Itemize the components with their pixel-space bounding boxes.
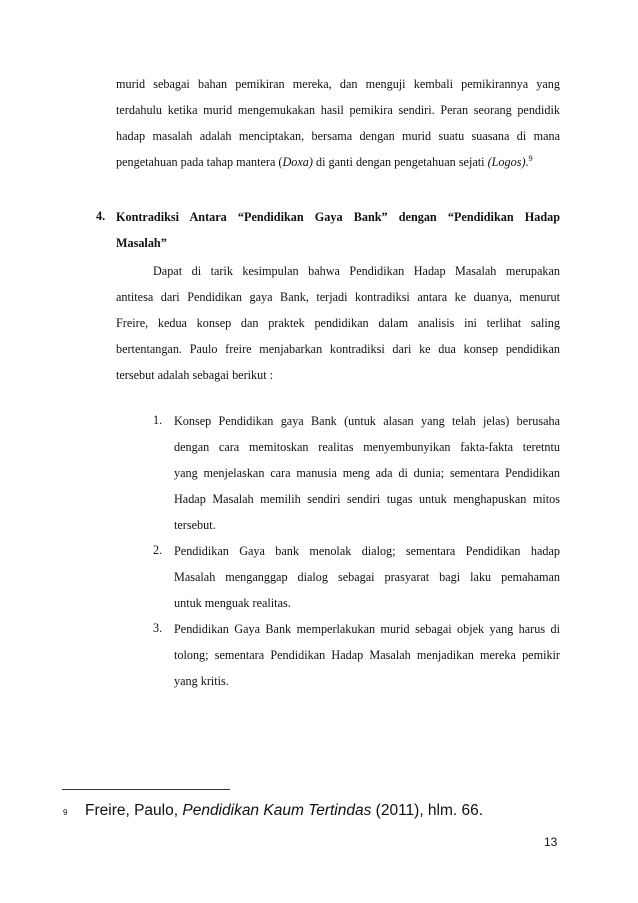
body-text-line: terdahulu ketika murid mengemukakan hasil pemikira sendiri. Peran seorang pendidik <box>116 103 560 117</box>
list-item-line: yang kritis. <box>174 674 229 688</box>
body-text-line: murid sebagai bahan pemikiran mereka, dan menguji kembali pemikirannya yang <box>116 77 560 91</box>
list-item-line: Pendidikan Gaya Bank memperlakukan murid sebagai objek yang harus di <box>174 622 560 636</box>
body-text-line: tersebut adalah sebagai berikut : <box>116 368 274 382</box>
list-item-line: Masalah menganggap dialog sebagai prasyarat bagi laku pemahaman <box>174 570 560 584</box>
body-text-line: Freire, kedua konsep dan praktek pendidikan dalam analisis ini terlihat saling <box>116 316 560 330</box>
list-item-line: tersebut. <box>174 518 216 532</box>
text-run: . <box>525 155 529 169</box>
section-heading: Masalah” <box>116 236 167 250</box>
body-text-line: Dapat di tarik kesimpulan bahwa Pendidikan Hadap Masalah merupakan <box>153 264 560 278</box>
body-text-line: antitesa dari Pendidikan gaya Bank, terjadi kontradiksi antara ke duanya, menurut <box>116 290 560 304</box>
text-run: (2011), hlm. 66. <box>371 802 484 819</box>
list-item-line: Hadap Masalah memilih sendiri sendiri tugas untuk menghapuskan mitos <box>174 492 560 506</box>
section-number: 4. <box>96 209 106 223</box>
book-title: Pendidikan Kaum Tertindas <box>182 802 372 819</box>
footnote-mark: 9 <box>63 808 68 817</box>
page-number: 13 <box>544 835 558 849</box>
italic-term-doxa: Doxa) <box>282 155 313 169</box>
list-item-line: yang menjelaskan cara manusia meng ada di dunia; sementara Pendidikan <box>174 466 560 480</box>
footnote-separator <box>62 789 230 790</box>
list-item-line: untuk menguak realitas. <box>174 596 291 610</box>
text-run: pengetahuan pada tahap mantera ( <box>116 155 283 169</box>
body-text-line: hadap masalah adalah menciptakan, bersama dengan murid suatu suasana di mana <box>116 129 560 143</box>
text-run: di ganti dengan pengetahuan sejati <box>312 155 488 169</box>
list-item-line: dengan cara memitoskan realitas menyembunyikan fakta-fakta teretntu <box>174 440 560 454</box>
italic-term-logos: (Logos) <box>487 155 526 169</box>
body-text-line <box>116 154 533 170</box>
list-item-line: tolong; sementara Pendidikan Hadap Masalah menjadikan mereka pemikir <box>174 648 560 662</box>
text-run: Freire, Paulo, <box>85 802 183 819</box>
list-item-line: Konsep Pendidikan gaya Bank (untuk alasan yang telah jelas) berusaha <box>174 414 560 428</box>
section-heading: Kontradiksi Antara “Pendidikan Gaya Bank” dengan “Pendidikan Hadap <box>116 210 560 224</box>
list-number: 3. <box>153 621 163 635</box>
list-number: 1. <box>153 413 163 427</box>
list-number: 2. <box>153 543 163 557</box>
footnote-reference: 9 <box>528 153 533 163</box>
body-text-line: bertentangan. Paulo freire menjabarkan kontradiksi dari ke dua konsep pendidikan <box>116 342 560 356</box>
footnote-text <box>85 802 483 820</box>
list-item-line: Pendidikan Gaya bank menolak dialog; sementara Pendidikan hadap <box>174 544 560 558</box>
